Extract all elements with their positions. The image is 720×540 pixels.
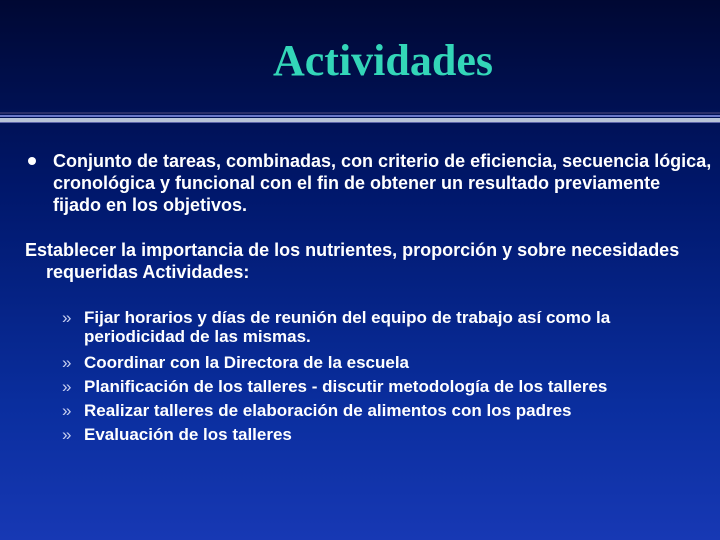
list-item — [62, 423, 714, 447]
bullet-marker-icon: » — [62, 401, 72, 420]
list-item — [62, 375, 714, 399]
title-divider-line — [0, 112, 720, 114]
slide-title: Actividades — [273, 36, 493, 85]
bullet-marker-icon: » — [62, 353, 72, 372]
list-item — [62, 308, 714, 346]
list-item — [62, 351, 714, 375]
list-item-text: Realizar talleres de elaboración de alimentos con los padres — [84, 401, 572, 420]
list-item-text: Fijar horarios y días de reunión del equipo de trabajo así como la periodicidad de las mismas. — [84, 308, 611, 346]
bullet-dot-icon — [28, 157, 36, 165]
list-item-text: Coordinar con la Directora de la escuela — [84, 353, 410, 372]
list-item-text: Planificación de los talleres - discutir metodología de los talleres — [84, 377, 608, 396]
bullet-marker-icon: » — [62, 425, 72, 444]
bullet-marker-icon: » — [62, 308, 72, 327]
title-divider-line — [0, 122, 720, 123]
bullet-marker-icon: » — [62, 377, 72, 396]
list-item-text: Evaluación de los talleres — [84, 425, 292, 444]
definition-text: Conjunto de tareas, combinadas, con criterio de eficiencia, secuencia lógica, cronológica y funcional con el fin de obtener un resultado previamente fijado en los objetivos. — [53, 151, 712, 215]
paragraph-text: Establecer la importancia de los nutrientes, proporción y sobre necesidades requeridas Actividades: — [25, 240, 680, 282]
title-divider-line — [0, 115, 720, 117]
activities-list — [62, 308, 714, 447]
list-item — [62, 399, 714, 423]
